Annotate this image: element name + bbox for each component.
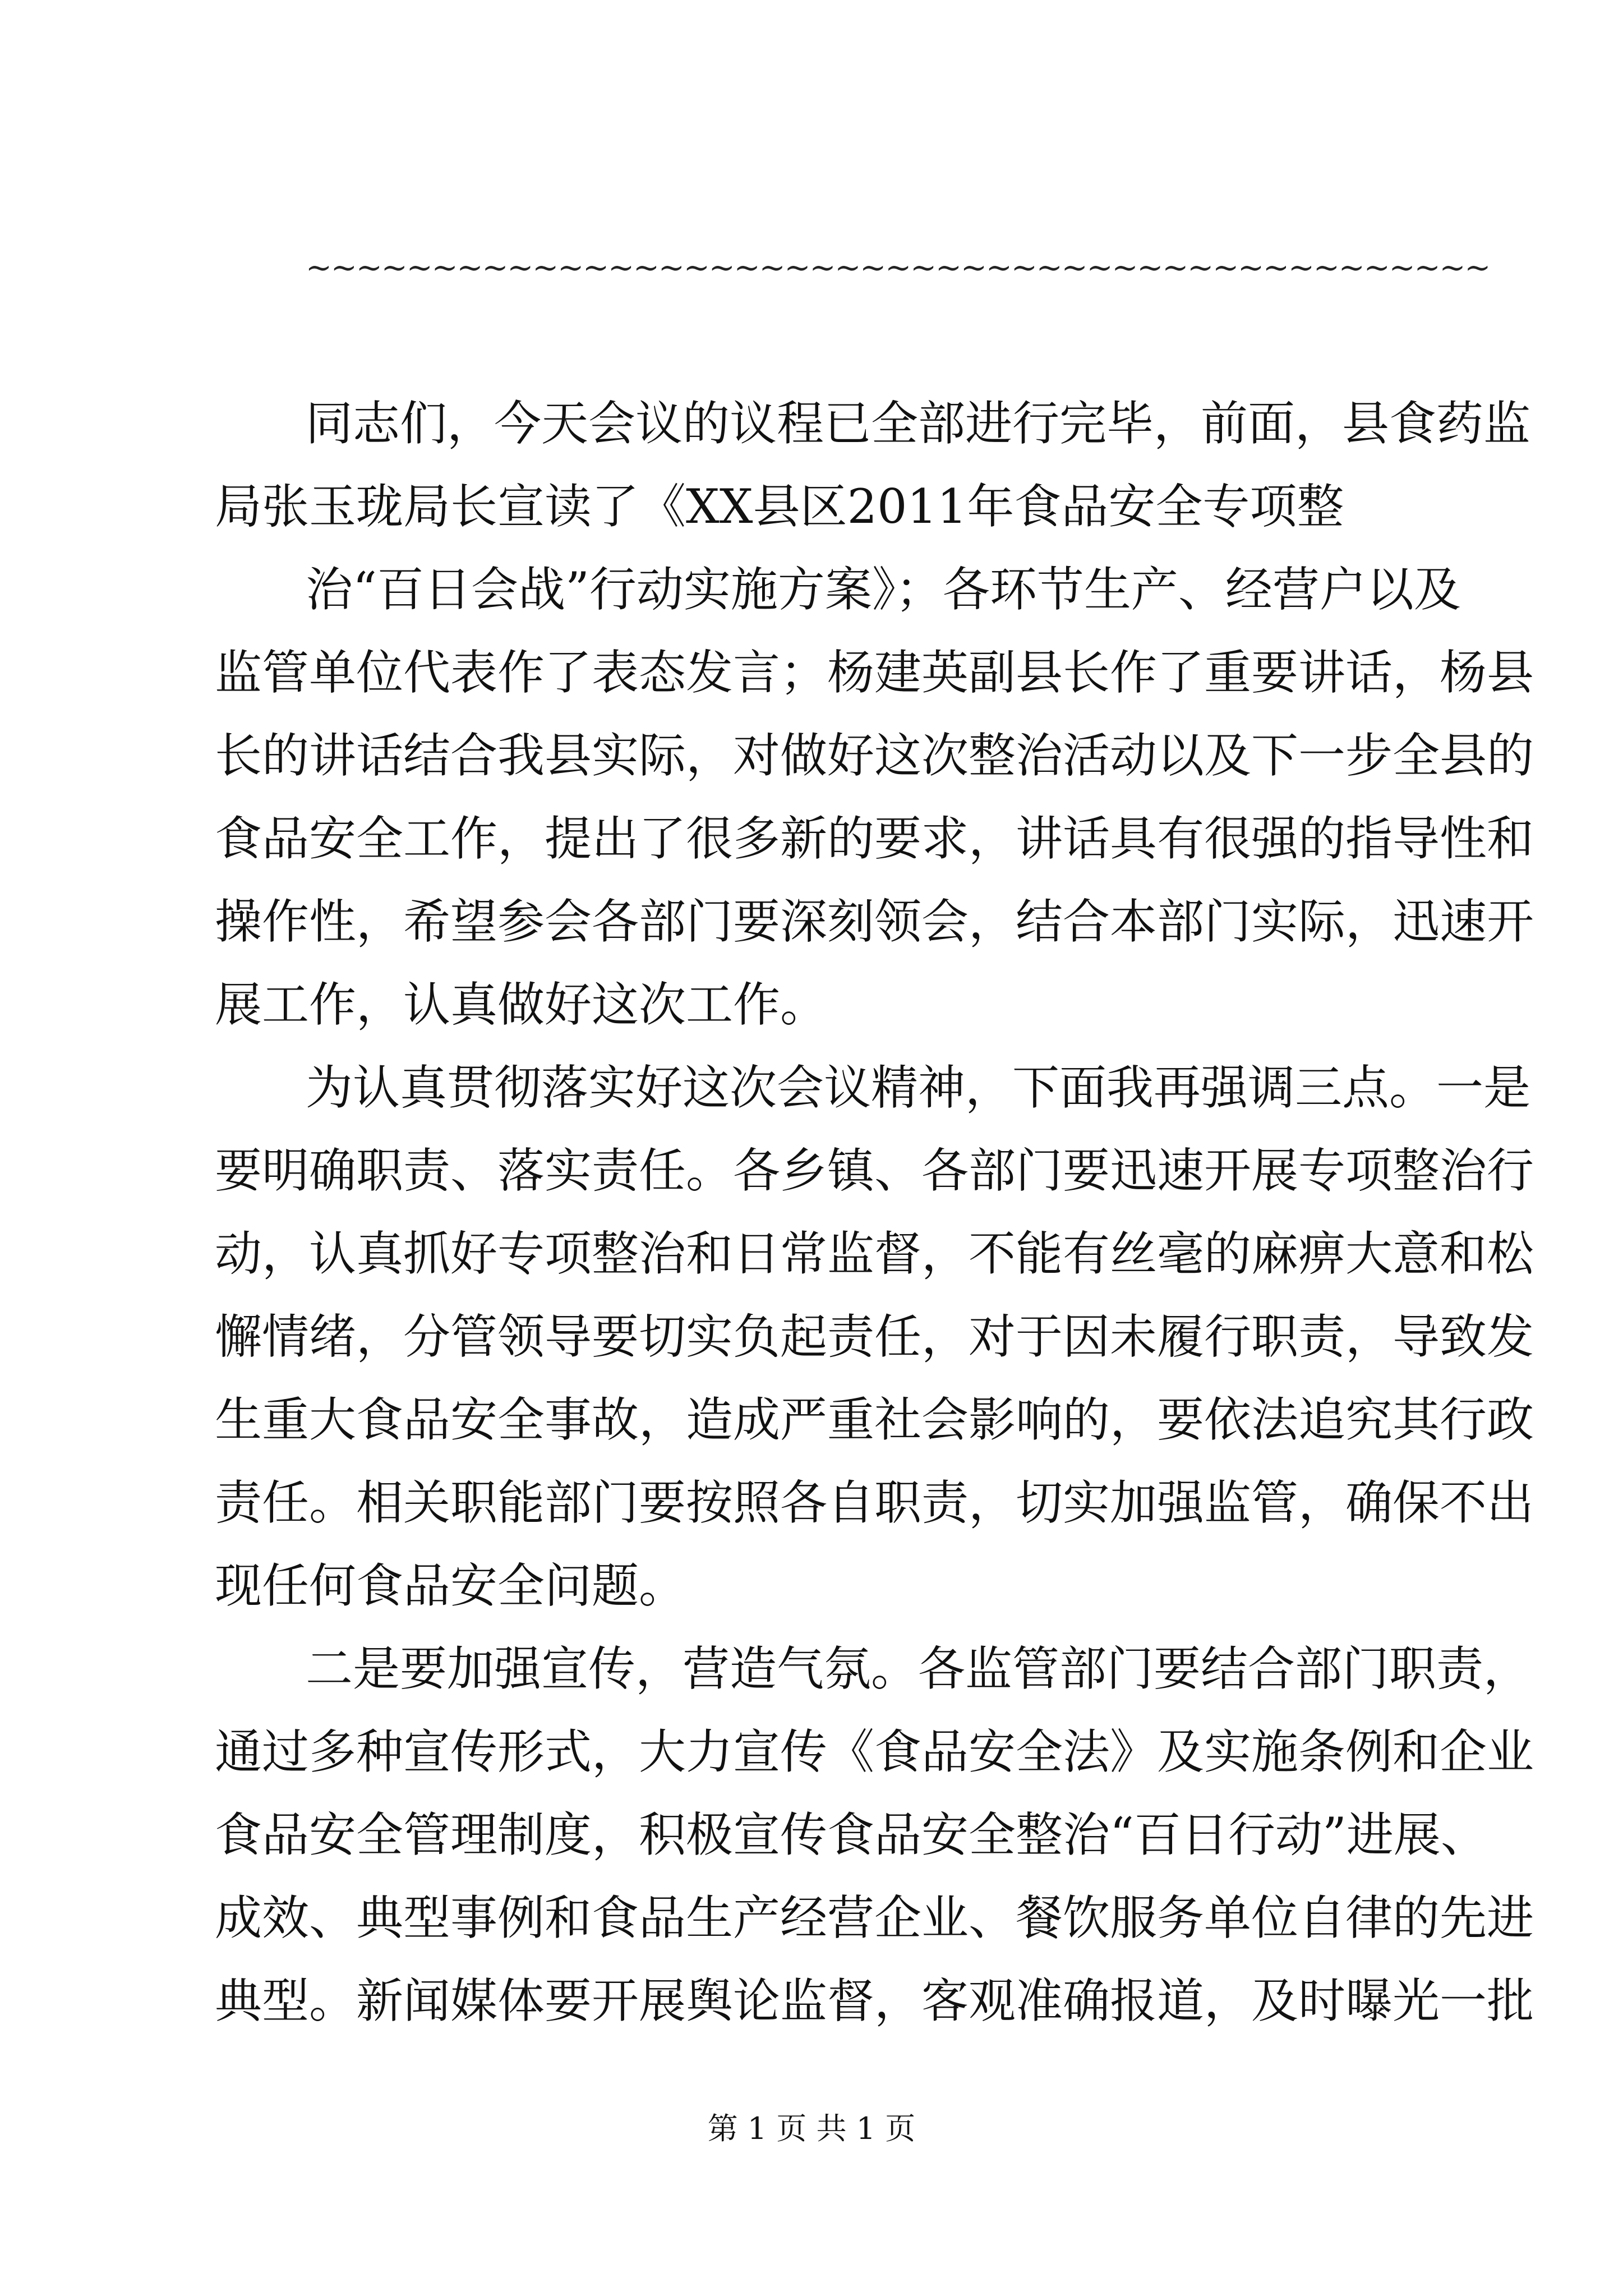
text-line: 长的讲话结合我县实际，对做好这次整治活动以及下一步全县的: [215, 728, 1534, 783]
text-line: 监管单位代表作了表态发言；杨建英副县长作了重要讲话，杨县: [215, 645, 1534, 700]
text-line: 展工作，认真做好这次工作。: [215, 977, 828, 1032]
text-line: 二是要加强宣传，营造气氛。各监管部门要结合部门职责，: [306, 1641, 1531, 1696]
text-line: 治“百日会战”行动实施方案》；各环节生产、经营户以及: [306, 562, 1461, 617]
text-line: 食品安全工作，提出了很多新的要求，讲话具有很强的指导性和: [215, 811, 1534, 866]
text-line: 生重大食品安全事故，造成严重社会影响的，要依法追究其行政: [215, 1392, 1534, 1447]
text-line: 典型。新闻媒体要开展舆论监督，客观准确报道，及时曝光一批: [215, 1973, 1534, 2028]
text-line: 责任。相关职能部门要按照各自职责，切实加强监管，确保不出: [215, 1475, 1534, 1530]
text-line: 成效、典型事例和食品生产经营企业、餐饮服务单位自律的先进: [215, 1890, 1534, 1945]
page-number-footer: 第 1 页 共 1 页: [707, 2111, 916, 2146]
text-line: 操作性，希望参会各部门要深刻领会，结合本部门实际，迅速开: [215, 894, 1534, 949]
text-line: 动，认真抓好专项整治和日常监督，不能有丝毫的麻痹大意和松: [215, 1226, 1534, 1281]
text-line: 懈情绪，分管领导要切实负起责任，对于因未履行职责，导致发: [215, 1309, 1534, 1364]
text-line: 同志们，今天会议的议程已全部进行完毕，前面，县食药监: [306, 396, 1531, 451]
text-line: 现任何食品安全问题。: [215, 1558, 686, 1613]
tilde-divider: ~~~~~~~~~~~~~~~~~~~~~~~~~~~~~~~~~~~~~~~~~~~~~~~: [306, 250, 1490, 286]
text-line: 通过多种宣传形式，大力宣传《食品安全法》及实施条例和企业: [215, 1724, 1534, 1779]
text-line: 局张玉珑局长宣读了《XX县区2011年食品安全专项整: [215, 479, 1344, 534]
text-line: 要明确职责、落实责任。各乡镇、各部门要迅速开展专项整治行: [215, 1143, 1534, 1198]
text-line: 食品安全管理制度，积极宣传食品安全整治“百日行动”进展、: [215, 1807, 1488, 1862]
text-line: 为认真贯彻落实好这次会议精神，下面我再强调三点。一是: [306, 1060, 1531, 1115]
